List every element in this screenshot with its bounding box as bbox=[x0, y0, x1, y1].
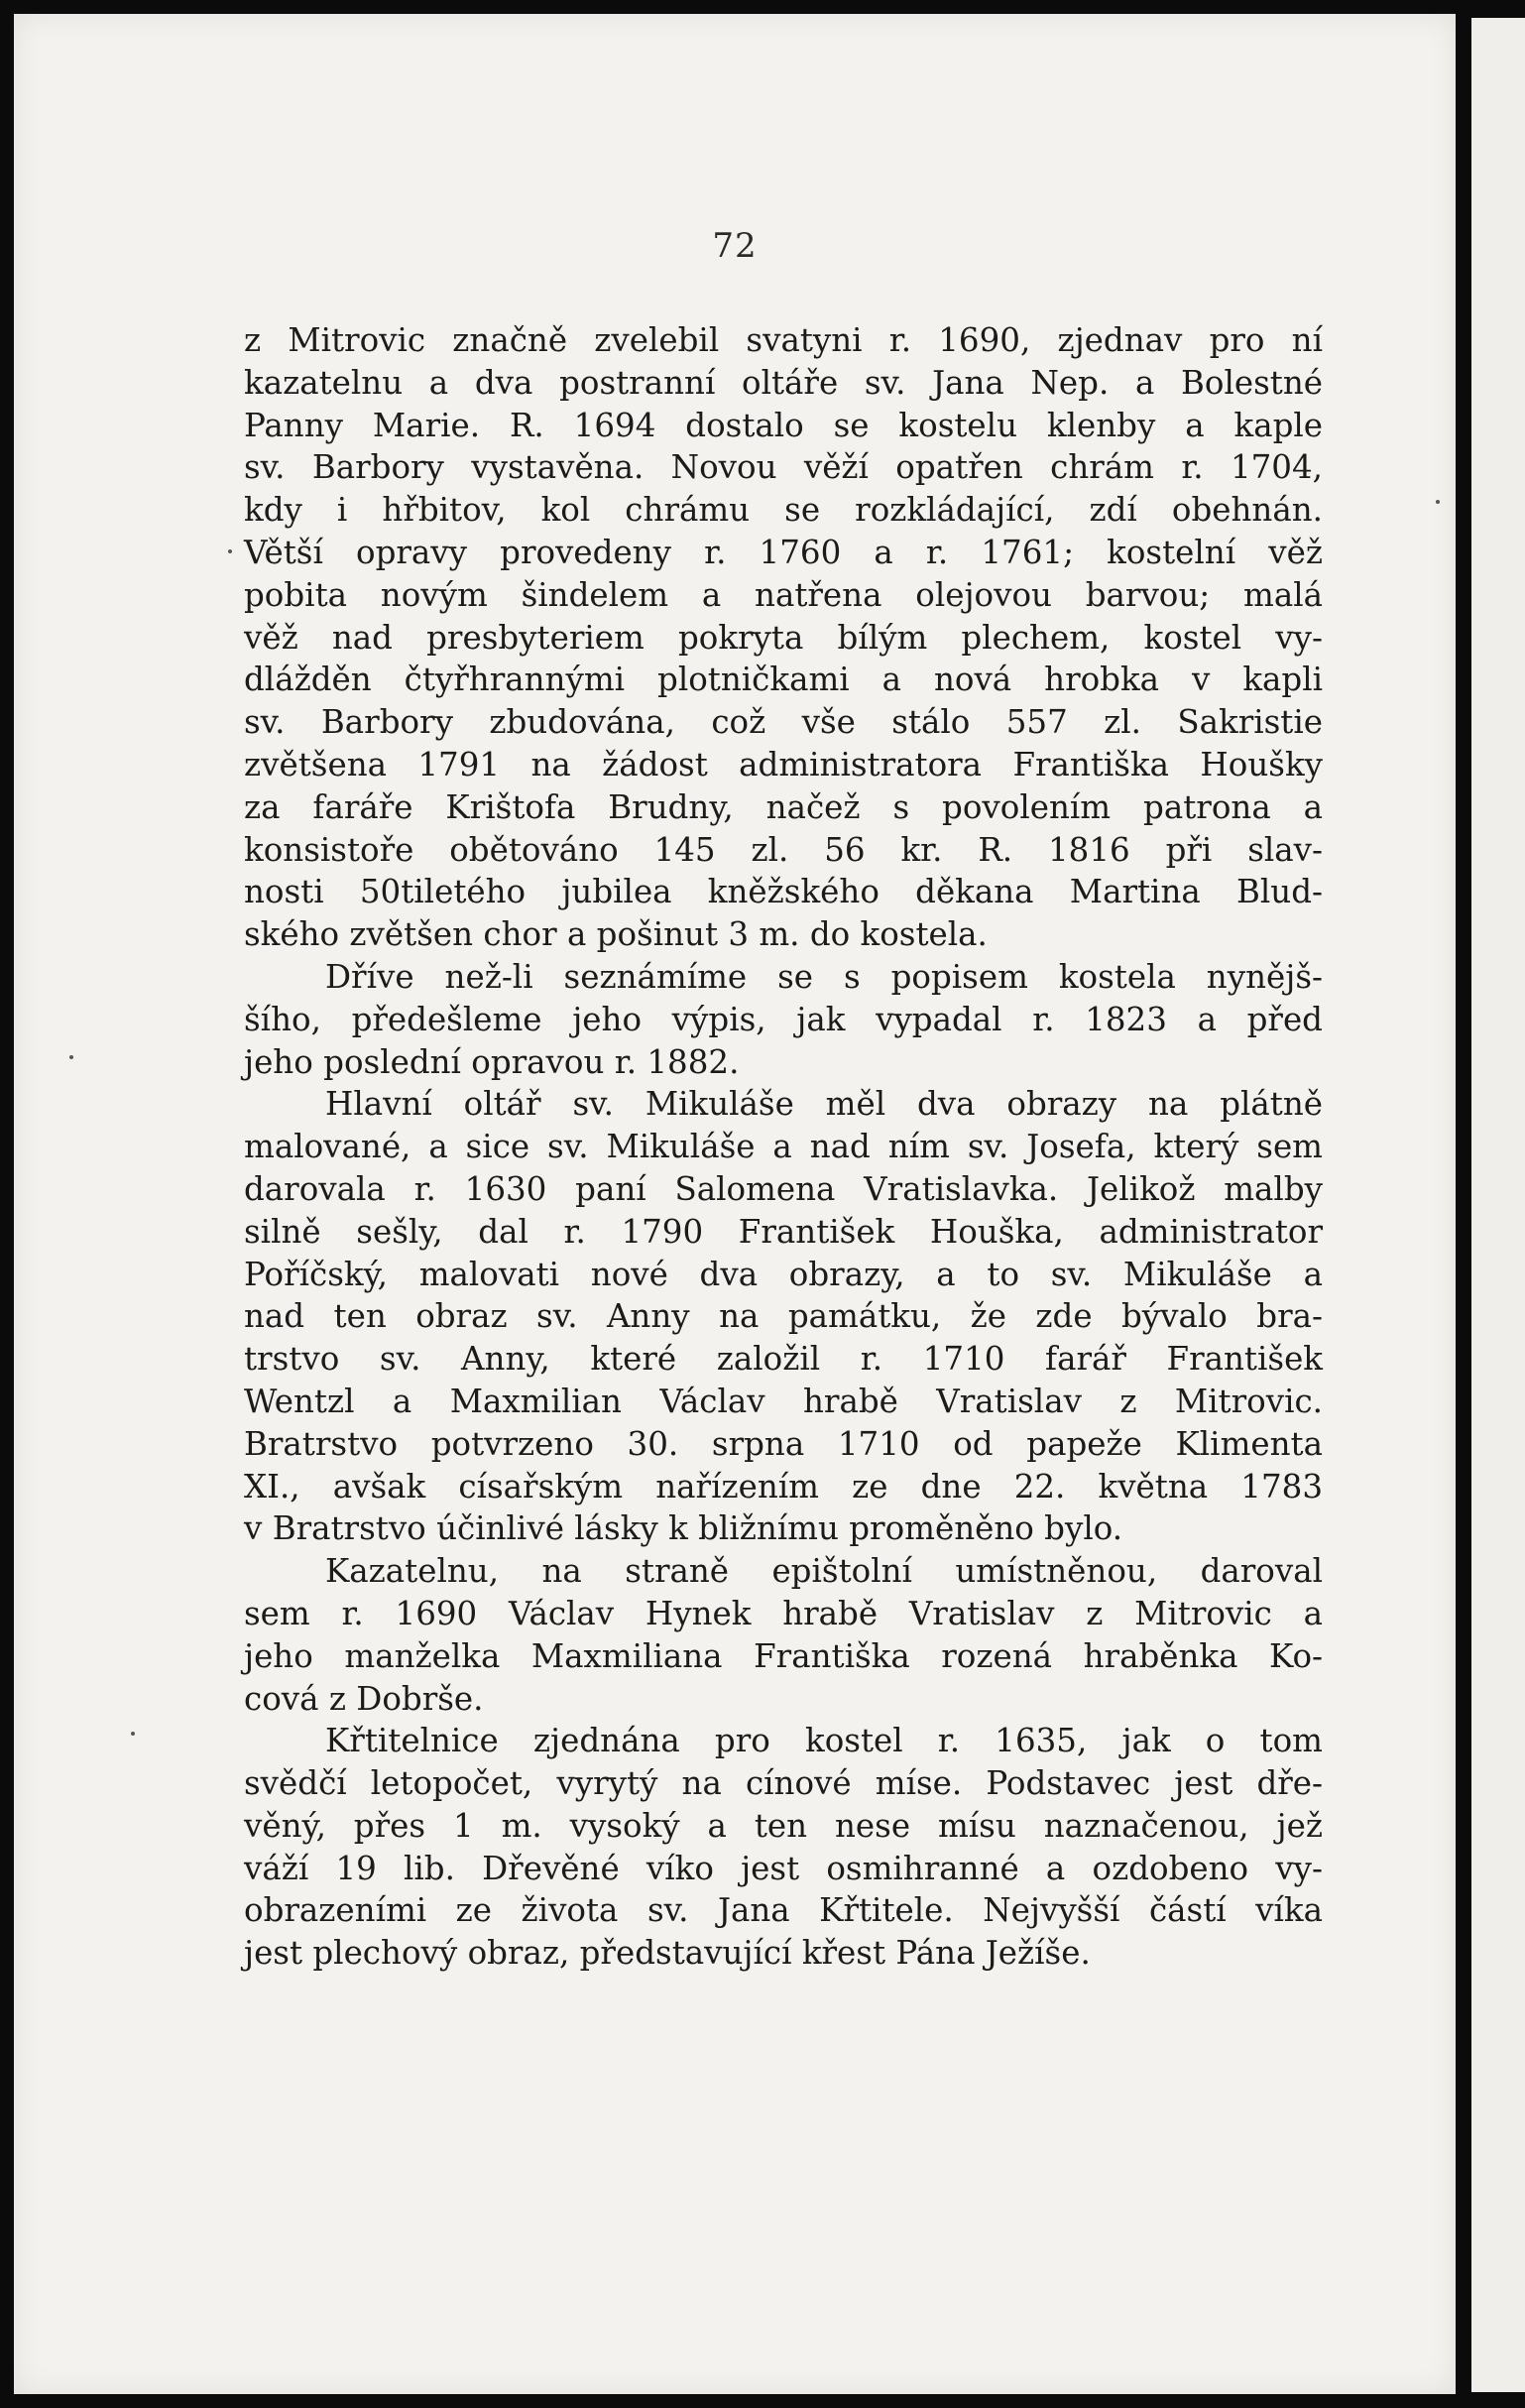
text-line: Panny Marie. R. 1694 dostalo se kostelu klenby a kaple bbox=[244, 406, 1323, 444]
text-line: darovala r. 1630 paní Salomena Vratislavka. Jelikož malby bbox=[244, 1169, 1323, 1208]
text-line: svědčí letopočet, vyrytý na cínové míse. Podstavec jest dře- bbox=[244, 1764, 1323, 1803]
book-page bbox=[14, 14, 1456, 2394]
text-line: kazatelnu a dva postranní oltáře sv. Jana Nep. a Bolestné bbox=[244, 363, 1323, 402]
text-line: kdy i hřbitov, kol chrámu se rozkládající, zdí obehnán. bbox=[244, 491, 1323, 530]
text-line: Větší opravy provedeny r. 1760 a r. 1761; kostelní věž bbox=[244, 533, 1323, 571]
text-line: věný, přes 1 m. vysoký a ten nese mísu naznačenou, jež bbox=[244, 1806, 1323, 1845]
scan-speck bbox=[1436, 500, 1440, 504]
text-line: sv. Barbory zbudována, což vše stálo 557 zl. Sakristie bbox=[244, 703, 1323, 742]
text-line: dlážděn čtyřhrannými plotničkami a nová hrobka v kapli bbox=[244, 661, 1323, 699]
scan-speck bbox=[131, 1732, 135, 1736]
text-line: cová z Dobrše. bbox=[244, 1679, 484, 1718]
text-line: jest plechový obraz, představující křest Pána Ježíše. bbox=[244, 1934, 1091, 1973]
text-line: XI., avšak císařským nařízením ze dne 22. května 1783 bbox=[244, 1467, 1323, 1505]
text-line: šího, předešleme jeho výpis, jak vypadal r. 1823 a před bbox=[244, 1000, 1323, 1038]
text-line: silně sešly, dal r. 1790 František Houška, administrator bbox=[244, 1212, 1323, 1251]
text-line: Kazatelnu, na straně epištolní umístněnou, daroval bbox=[325, 1552, 1323, 1591]
scan-speck bbox=[69, 1055, 73, 1059]
text-line: Dříve než-li seznámíme se s popisem kostela nynějš- bbox=[325, 957, 1323, 996]
text-line: z Mitrovic značně zvelebil svatyni r. 1690, zjednav pro ní bbox=[244, 321, 1323, 359]
text-line: obrazeními ze života sv. Jana Křtitele. Nejvyšší částí víka bbox=[244, 1891, 1323, 1930]
text-line: Bratrstvo potvrzeno 30. srpna 1710 od papeže Klimenta bbox=[244, 1424, 1323, 1463]
text-line: sv. Barbory vystavěna. Novou věží opatřen chrám r. 1704, bbox=[244, 448, 1323, 487]
text-line: váží 19 lib. Dřevěné víko jest osmihranné a ozdobeno vy- bbox=[244, 1849, 1323, 1887]
text-line: ského zvětšen chor a pošinut 3 m. do kostela. bbox=[244, 915, 988, 954]
text-line: nad ten obraz sv. Anny na památku, že zde bývalo bra- bbox=[244, 1297, 1323, 1336]
text-line: zvětšena 1791 na žádost administratora Františka Houšky bbox=[244, 745, 1323, 783]
text-line: Wentzl a Maxmilian Václav hrabě Vratislav z Mitrovic. bbox=[244, 1382, 1323, 1420]
text-line: nosti 50tiletého jubilea kněžského děkana Martina Blud- bbox=[244, 873, 1323, 911]
text-line: za faráře Krištofa Brudny, načež s povolením patrona a bbox=[244, 787, 1323, 826]
page-number: 72 bbox=[712, 226, 758, 266]
text-line: Hlavní oltář sv. Mikuláše měl dva obrazy na plátně bbox=[325, 1085, 1323, 1124]
text-line: v Bratrstvo účinlivé lásky k bližnímu proměněno bylo. bbox=[244, 1509, 1123, 1548]
text-line: věž nad presbyteriem pokryta bílým plechem, kostel vy- bbox=[244, 618, 1323, 657]
adjacent-page-edge bbox=[1471, 18, 1525, 2392]
text-line: Poříčský, malovati nové dva obrazy, a to sv. Mikuláše a bbox=[244, 1255, 1323, 1293]
text-line: pobita novým šindelem a natřena olejovou barvou; malá bbox=[244, 575, 1323, 614]
scan-speck bbox=[228, 549, 232, 553]
text-line: malované, a sice sv. Mikuláše a nad ním sv. Josefa, který sem bbox=[244, 1128, 1323, 1166]
text-line: jeho manželka Maxmiliana Františka rozená hraběnka Ko- bbox=[244, 1636, 1323, 1675]
body-text bbox=[244, 319, 1323, 1975]
text-line: konsistoře obětováno 145 zl. 56 kr. R. 1816 při slav- bbox=[244, 830, 1323, 869]
text-line: trstvo sv. Anny, které založil r. 1710 farář František bbox=[244, 1340, 1323, 1379]
text-line: jeho poslední opravou r. 1882. bbox=[244, 1042, 740, 1081]
text-line: sem r. 1690 Václav Hynek hrabě Vratislav z Mitrovic a bbox=[244, 1594, 1323, 1632]
text-line: Křtitelnice zjednána pro kostel r. 1635, jak o tom bbox=[325, 1722, 1323, 1760]
